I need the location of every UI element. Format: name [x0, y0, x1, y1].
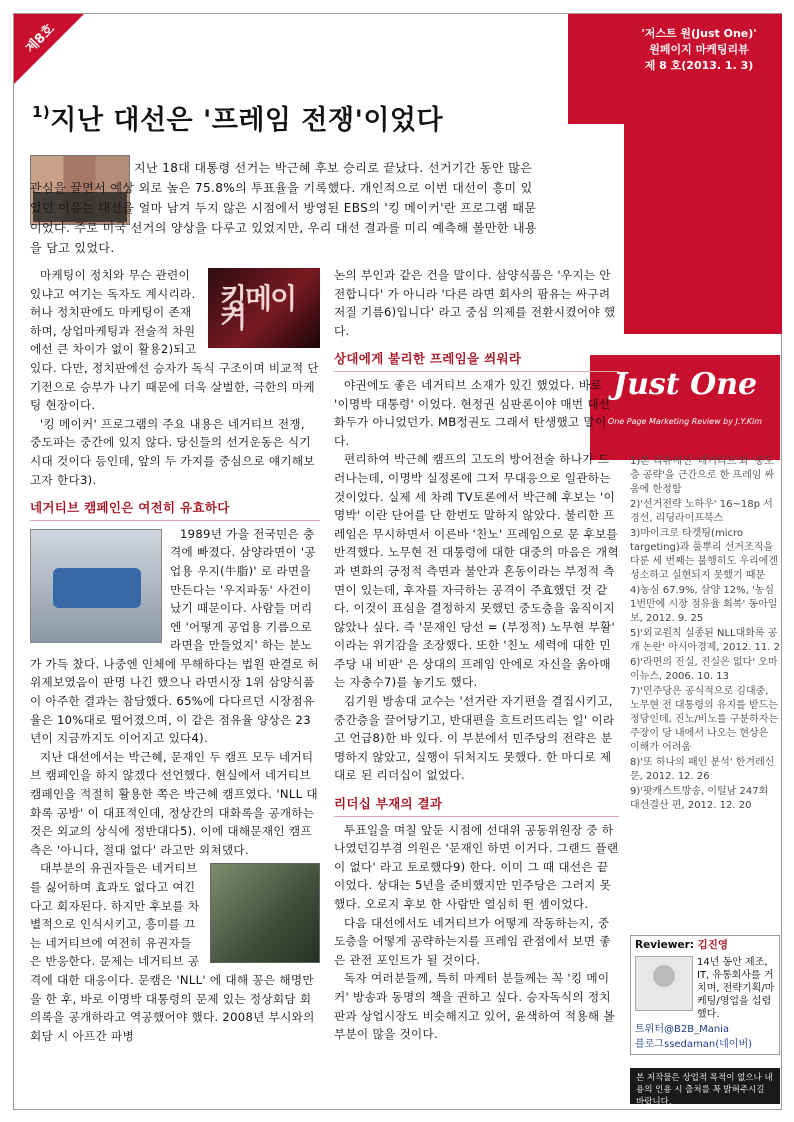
reviewer-name: 김진영 — [697, 939, 729, 951]
footnote: 4)농심 67.9%, 삼양 12%, '농심 1번만에 시장 점유율 회복' 동아일보, 2012. 9. 25 — [630, 585, 778, 624]
king-maker-label: 킹메이커 — [220, 282, 296, 334]
paragraph: 대부분의 유권자들은 네거티브를 싫어하며 효과도 없다고 여긴다고 회자된다. 하지만 후보를 차별적으로 인식시키고, 흥미를 끄는 네거티브에 여전히 유권자들은 반응한다. 문제는 네거티브 공격에 대한 대응이다. 문캠은 'NLL' 에 대해 꽁은 해명만을 한 후, 바로 이명박 대통령의 문제 있는 정상회담 회의록을 공개하라고 역공했어야 했다. 2008년 부시와의 회담 시 아프간 파병 — [30, 861, 315, 1043]
reviewer-title — [635, 939, 775, 952]
paragraph: 야권에도 좋은 네거티브 소재가 있긴 했었다. 바로 '이명박 대통령' 이었다. 현정권 심판론이야 매번 대선 화두가 아니었던가. MB정권도 그래서 탄생했고 말이다. — [334, 377, 611, 448]
headline-note: 1) — [32, 103, 51, 121]
paragraph: 논의 부인과 같은 건을 말이다. 삼양식품은 '우지는 안전합니다' 가 아니라 '다른 라면 회사의 팜유는 싸구려 저질 기름6)입니다' 라고 중심 의제를 전환시켰어야 했다. — [334, 268, 616, 338]
headline — [32, 98, 443, 137]
reviewer-label: Reviewer: — [635, 939, 694, 951]
copyright-notice: 본 저작물은 상업적 목적이 없으나 내용의 인용 시 출처를 꼭 밝혀주시길 바랍니다. — [630, 1068, 780, 1104]
paragraph: '킹 메이커' 프로그램의 주요 내용은 네거티브 전쟁, 중도파는 중간에 있지 않다. 당신들의 선거운동은 식기시대 것이다 등인데, 앞의 두 가지를 중심으로 얘기해보고자 한다3). — [30, 416, 315, 487]
section-heading: 리더십 부재의 결과 — [334, 795, 619, 817]
paragraph: 편리하여 박근혜 캠프의 고도의 방어전술 하나가 드러나는데, 이명박 실정론에 그저 무대응으로 일관하는 것이었다. 실제 세 차례 TV토론에서 박근혜 후보는 '이명박' 이란 단어를 단 한번도 말하지 않았다. 불리한 프레임은 무시하면서 이른바 '친노' 프레임으로 문 후보를 반격했다. 노무현 전 대통령에 대한 대중의 마음은 개혁과 변화의 긍정적 측면과 불안과 혼동이라는 부정적 측면이 있는데, 후자를 자극하는 공격이 주효했던 것 같다. 이것이 표심을 결정하지 못했던 중도층을 움직이지 않았나 싶다. 즉 '문재인 당선 = (부정적) 노무현 부활' 이라는 위기감을 조장했다. 또한 '친노 세력에 대한 민주당 내 비판' 은 상대의 프레임 안에로 자신을 옭아매는 자충수7)를 놓기도 했다. — [334, 452, 619, 690]
paragraph: 김기원 방송대 교수는 '선거란 자기편을 결집시키고, 중간층을 끌어당기고, 반대편을 흐트러뜨리는 일' 이라고 언급8)한 바 있다. 이 부분에서 민주당의 전략은 분명하지 않았고, 실행이 뒤처지도 못했다. 한 마디로 제대로 된 리더십이 없었다. — [334, 694, 615, 783]
paragraph: 다음 대선에서도 네거티브가 어떻게 작동하는지, 중도층을 어떻게 공략하는지를 프레임 관점에서 보면 좋은 관전 포인트가 될 것이다. — [334, 915, 611, 967]
summit-photo — [210, 863, 320, 963]
brand-logo: Just One — [612, 367, 758, 402]
reviewer-bio: 14년 동안 제조, IT, 유통회사를 거치며, 전략기획/마케팅/영업을 섭렵했다. — [697, 957, 775, 1020]
headline-text: 지난 대선은 '프레임 전쟁'이었다 — [50, 105, 444, 136]
reviewer-blog-link[interactable]: 블로그ssedaman(네이버) — [635, 1039, 753, 1050]
column-right — [334, 266, 619, 1044]
series-name: '저스트 원(Just One)' — [641, 27, 757, 40]
footnote: 2)'선거전략 노하우' 16~18p 서경선, 리딩라이프북스 — [630, 499, 773, 524]
footnote: 8)'또 하나의 패인 분석' 한겨레신문, 2012. 12. 26 — [630, 757, 775, 782]
footnote: 9)'팟캐스트방송, 이털남 247회 대선결산 편, 2012. 12. 20 — [630, 786, 769, 811]
series-subtitle: 원페이지 마케팅리뷰 — [649, 43, 749, 56]
paragraph: 1989년 가을 전국민은 충격에 빠졌다. 삼양라면이 '공업용 우지(牛脂)' 로 라면을 만든다는 '우지파동' 사건이 났기 때문이다. 사람들 머리엔 '어떻게 공업용 기름으로 라면을 만들었지' 하는 분노가 가득 찼다. 나중엔 인체에 무해하다는 법원 판결로 허위제보였음이 판명 나긴 했으나 라면시장 1위 삼양식품이 아주한 결과는 참담했다. 65%에 다다르던 시장점유율은 10%대로 떨어졌으며, 이 같은 점유율 양상은 23년이 지금까지도 이어지고 있다4). — [30, 526, 319, 746]
issue-tag: 제8호 — [23, 21, 58, 57]
reviewer-twitter-link[interactable]: 트위터@B2B_Mania — [635, 1024, 730, 1035]
issue-date: 제 8 호(2013. 1. 3) — [644, 59, 754, 72]
lead-paragraph — [30, 158, 540, 258]
ramen-image — [30, 529, 162, 643]
footnote: 5)'외교원칙 실종된 NLL대화록 공개 논란' 아시아경제, 2012. 11. 2 — [630, 628, 780, 653]
paragraph: 마케팅이 정치와 무슨 관련이 있냐고 여기는 독자도 계시리라. 허나 정치판에도 마케팅이 존재하며, 상업마케팅과 전술적 차원에선 큰 차이가 없이 활용2)되고 있다. 다만, 정치판에선 승자가 독식 구조이며 비교적 단기전으로 승부가 나기 때문에 더욱 살벌한, 극한의 마케팅 현장이다. — [30, 268, 319, 413]
king-maker-image — [208, 268, 320, 348]
paragraph: 투표일을 며칠 앞둔 시점에 선대위 공동위원장 중 하나였던김부겸 의원은 '문재인 하면 이거다. 그랜드 플랜이 없다' 라고 토로했다9) 한다. 이미 그 때 대선은 끝이었다. 상대는 5년을 준비했지만 민주당은 그러지 못했다. 오로지 후보 한 사람만 열심히 뛴 셈이었다. — [334, 822, 619, 911]
section-heading: 네거티브 캠페인은 여전히 유효하다 — [30, 499, 320, 521]
series-info — [620, 26, 778, 74]
footnote: 7)'민주당은 공식적으로 김대중, 노무현 전 대통령의 유지를 받드는 정당인데, 진노/비노를 구분하자는 주장이 당 내에서 나오는 현상은 이해가 어려움 — [630, 686, 779, 753]
column-left — [30, 266, 320, 1045]
footnotes — [630, 455, 780, 814]
paragraph: 독자 여러분들께, 특히 마케터 분들께는 꼭 '킹 메이커' 방송과 동명의 책을 권하고 싶다. 승자독식의 정치판과 상업시장도 비슷해지고 있어, 윤색하여 적용해 볼 부분이 많을 것이다. — [334, 971, 615, 1042]
reviewer-box — [630, 935, 780, 1055]
lead-text: 지난 18대 대통령 선거는 박근혜 후보 승리로 끝났다. 선거기간 동안 많은 관심을 끌면서 예상 외로 높은 75.8%의 투표율을 기록했다. 개인적으로 이번 대선이 흥미 있었던 이유는 대선을 얼마 남겨 두지 않은 시점에서 방영된 EBS의 '킹 메이커'란 프로그램 때문이었다. 주로 미국 선거의 양상을 다루고 있었지만, 우리 대선 결과를 미리 예측해 볼만한 내용을 담고 있었다. — [30, 161, 537, 255]
footnote: 1)본 리뷰에선 '네거티브'와 '중도층 공략'을 근간으로 한 프레임 싸움에 한정함 — [630, 456, 775, 495]
reviewer-avatar — [635, 956, 693, 1011]
section-heading: 상대에게 불리한 프레임을 씌워라 — [334, 350, 619, 372]
footnote: 6)'라면의 진실, 진실은 없다' 오마이뉴스, 2006. 10. 13 — [630, 657, 778, 682]
paragraph: 지난 대선에서는 박근혜, 문재인 두 캠프 모두 네거티브 캠페인을 하지 않겠다 선언했다. 현실에서 네거티브 캠페인을 적절히 활용한 쪽은 박근혜 캠프였다. 'NLL 대화록 공방' 이 대표적인데, 정상간의 대화록을 공개하는 것은 외교의 상식에 정반대다5). 이에 대해문재인 캠프 측은 '아니다, 절대 없다' 라고만 외쳐댔다. — [30, 749, 318, 857]
brand-tagline: One Page Marketing Review by J.Y.Kim — [607, 417, 763, 426]
footnote: 3)마이크로 타겟팅(micro targeting)과 풀뿌리 선거조직을 다룬 세 번째는 불행히도 우리에겐 성소하고 실현되지 못했기 때문 — [630, 528, 778, 581]
